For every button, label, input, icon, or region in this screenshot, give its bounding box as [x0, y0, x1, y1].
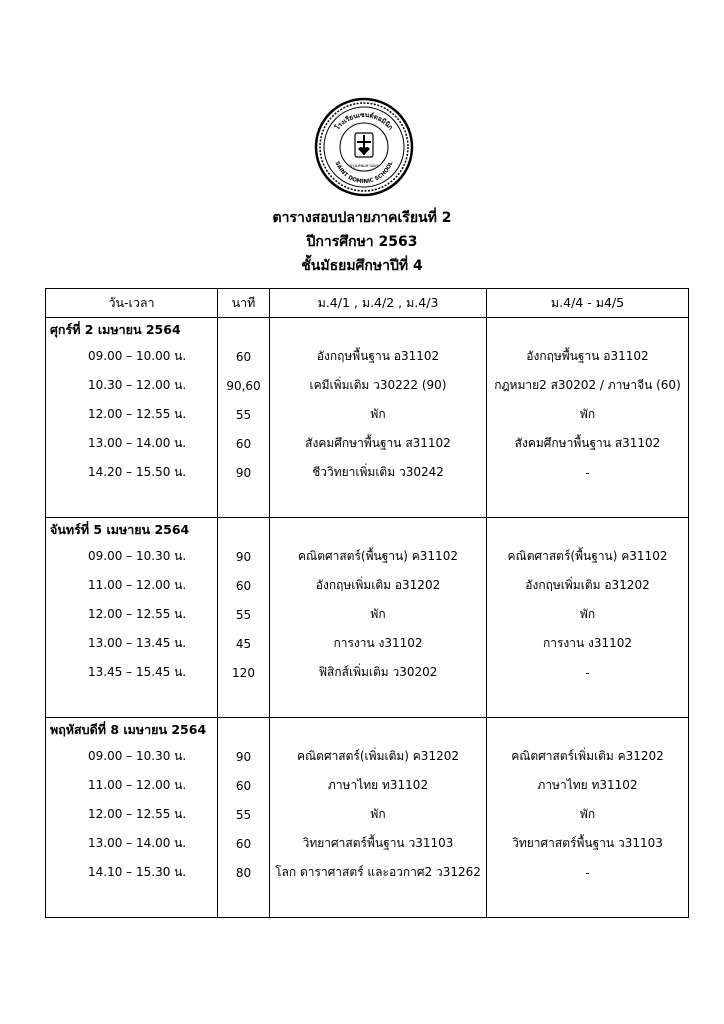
subject-group-2: พัก: [487, 600, 689, 629]
subject-group-2: อังกฤษเพิ่มเติม อ31202: [487, 571, 689, 600]
table-row: [46, 458, 689, 487]
table-row: [46, 800, 689, 829]
spacer-row: [46, 887, 689, 918]
time-cell: 09.00 – 10.30 น.: [46, 542, 218, 571]
subject-group-1: การงาน ง31102: [270, 629, 487, 658]
spacer-row: [46, 687, 689, 718]
logo-text-bottom: SAINT DOMINIC SCHOOL: [333, 160, 395, 186]
day-row: [46, 718, 689, 743]
subject-group-1: โลก ดาราศาสตร์ และอวกาศ2 ว31262: [270, 858, 487, 887]
time-cell: 13.00 – 14.00 น.: [46, 429, 218, 458]
minutes-cell: 120: [218, 658, 270, 687]
time-cell: 10.30 – 12.00 น.: [46, 371, 218, 400]
header-day-time: วัน-เวลา: [46, 289, 218, 318]
table-row: [46, 771, 689, 800]
subject-group-1: คณิตศาสตร์(พื้นฐาน) ค31102: [270, 542, 487, 571]
subject-group-1: สังคมศึกษาพื้นฐาน ส31102: [270, 429, 487, 458]
subject-group-1: ชีววิทยาเพิ่มเติม ว30242: [270, 458, 487, 487]
minutes-cell: 60: [218, 571, 270, 600]
subject-group-2: สังคมศึกษาพื้นฐาน ส31102: [487, 429, 689, 458]
minutes-cell: 60: [218, 342, 270, 371]
table-row: [46, 600, 689, 629]
table-row: [46, 371, 689, 400]
subject-group-2: คณิตศาสตร์(พื้นฐาน) ค31102: [487, 542, 689, 571]
title-line-1: ตารางสอบปลายภาคเรียนที่ 2: [272, 210, 452, 226]
subject-group-1: อังกฤษพื้นฐาน อ31102: [270, 342, 487, 371]
table-header-row: [46, 289, 689, 318]
time-cell: 14.10 – 15.30 น.: [46, 858, 218, 887]
subject-group-2: -: [487, 858, 689, 887]
time-cell: 14.20 – 15.50 น.: [46, 458, 218, 487]
subject-group-1: ฟิสิกส์เพิ่มเติม ว30202: [270, 658, 487, 687]
time-cell: 12.00 – 12.55 น.: [46, 800, 218, 829]
table-row: [46, 829, 689, 858]
minutes-cell: 55: [218, 800, 270, 829]
school-logo-seal: [314, 97, 414, 197]
minutes-cell: 55: [218, 400, 270, 429]
day-label: พฤหัสบดีที่ 8 เมษายน 2564: [46, 718, 218, 743]
subject-group-2: วิทยาศาสตร์พื้นฐาน ว31103: [487, 829, 689, 858]
time-cell: 11.00 – 12.00 น.: [46, 571, 218, 600]
minutes-cell: 45: [218, 629, 270, 658]
subject-group-2: -: [487, 658, 689, 687]
day-row: [46, 318, 689, 343]
minutes-cell: 60: [218, 829, 270, 858]
table-row: [46, 400, 689, 429]
time-cell: 13.00 – 14.00 น.: [46, 829, 218, 858]
time-cell: 09.00 – 10.30 น.: [46, 742, 218, 771]
subject-group-1: วิทยาศาสตร์พื้นฐาน ว31103: [270, 829, 487, 858]
subject-group-1: เคมีเพิ่มเติม ว30222 (90): [270, 371, 487, 400]
spacer-row: [46, 487, 689, 518]
day-label: ศุกร์ที่ 2 เมษายน 2564: [46, 318, 218, 343]
logo-text-top: โรงเรียนเซนต์ดอมินิก: [333, 110, 395, 132]
table-row: [46, 342, 689, 371]
time-cell: 09.00 – 10.00 น.: [46, 342, 218, 371]
minutes-cell: 60: [218, 429, 270, 458]
title-line-3: ชั้นมัธยมศึกษาปีที่ 4: [301, 258, 423, 274]
minutes-cell: 90: [218, 742, 270, 771]
subject-group-2: -: [487, 458, 689, 487]
time-cell: 12.00 – 12.55 น.: [46, 400, 218, 429]
day-row: [46, 518, 689, 543]
minutes-cell: 55: [218, 600, 270, 629]
subject-group-2: พัก: [487, 800, 689, 829]
subject-group-1: ภาษาไทย ท31102: [270, 771, 487, 800]
minutes-cell: 90: [218, 542, 270, 571]
header-group-1: ม.4/1 , ม.4/2 , ม.4/3: [270, 289, 487, 318]
subject-group-2: พัก: [487, 400, 689, 429]
document-titles: [0, 206, 724, 278]
subject-group-2: การงาน ง31102: [487, 629, 689, 658]
minutes-cell: 60: [218, 771, 270, 800]
table-row: [46, 658, 689, 687]
subject-group-2: ภาษาไทย ท31102: [487, 771, 689, 800]
subject-group-1: อังกฤษเพิ่มเติม อ31202: [270, 571, 487, 600]
minutes-cell: 90: [218, 458, 270, 487]
table-row: [46, 858, 689, 887]
table-row: [46, 629, 689, 658]
header-group-2: ม.4/4 - ม4/5: [487, 289, 689, 318]
subject-group-2: อังกฤษพื้นฐาน อ31102: [487, 342, 689, 371]
day-label: จันทร์ที่ 5 เมษายน 2564: [46, 518, 218, 543]
time-cell: 13.00 – 13.45 น.: [46, 629, 218, 658]
minutes-cell: 90,60: [218, 371, 270, 400]
header-minutes: นาที: [218, 289, 270, 318]
table-row: [46, 542, 689, 571]
subject-group-2: กฎหมาย2 ส30202 / ภาษาจีน (60): [487, 371, 689, 400]
time-cell: 12.00 – 12.55 น.: [46, 600, 218, 629]
table-row: [46, 429, 689, 458]
table-row: [46, 742, 689, 771]
subject-group-1: พัก: [270, 400, 487, 429]
table-row: [46, 571, 689, 600]
logo-text-inner: กรุงเทพมหานคร: [349, 163, 379, 168]
subject-group-2: คณิตศาสตร์เพิ่มเติม ค31202: [487, 742, 689, 771]
time-cell: 13.45 – 15.45 น.: [46, 658, 218, 687]
minutes-cell: 80: [218, 858, 270, 887]
subject-group-1: คณิตศาสตร์(เพิ่มเติม) ค31202: [270, 742, 487, 771]
subject-group-1: พัก: [270, 600, 487, 629]
subject-group-1: พัก: [270, 800, 487, 829]
exam-schedule-table: [45, 288, 689, 918]
title-line-2: ปีการศึกษา 2563: [306, 234, 418, 250]
time-cell: 11.00 – 12.00 น.: [46, 771, 218, 800]
